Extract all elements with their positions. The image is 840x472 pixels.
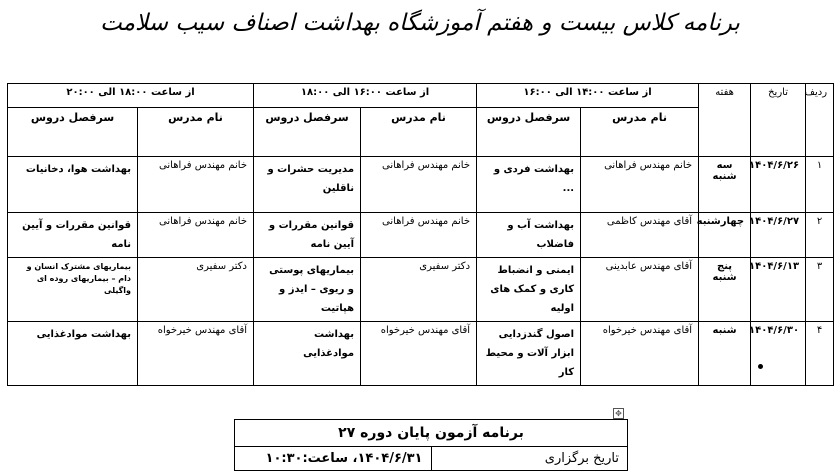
row-date: ۱۴۰۴/۶/۱۳ [751,258,806,322]
row-course: قوانین مقررات و آیین نامه [8,213,138,258]
row-course: بهداشت موادغذایی [8,322,138,386]
table-row [8,258,834,322]
row-teacher: دکتر سفیری [361,258,477,322]
row-day: پنج شنبه [699,258,751,322]
header-slot-3: از ساعت ۱۸:۰۰ الی ۲۰:۰۰ [8,84,254,108]
row-teacher: خانم مهندس فراهانی [361,213,477,258]
row-course: بهداشت فردی و ... [477,157,581,213]
row-date: ۱۴۰۴/۶/۳۰ [751,322,806,386]
header-course-2: سرفصل دروس [254,108,361,157]
row-teacher: آقای مهندس خیرخواه [581,322,699,386]
header-slot-2: از ساعت ۱۶:۰۰ الی ۱۸:۰۰ [254,84,477,108]
header-teacher-3: نام مدرس [138,108,254,157]
schedule-table [7,83,834,386]
row-course: ایمنی و انضباط کاری و کمک های اولیه [477,258,581,322]
row-course: مدیریت حشرات و ناقلین [254,157,361,213]
header-row-top [8,84,834,108]
exam-date-label: تاریخ برگزاری [431,447,628,471]
row-number: ۲ [806,213,834,258]
bullet-dot [758,364,763,369]
row-course: بیماریهای مشترک انسان و دام – بیماریهای روده ای واگیلی [8,258,138,322]
table-move-handle-icon[interactable]: ✥ [613,408,624,419]
table-row [8,322,834,386]
row-day: چهارشنبه [699,213,751,258]
row-day: سه شنبه [699,157,751,213]
row-teacher: آقای مهندس عابدینی [581,258,699,322]
exam-date-value: ۱۴۰۴/۶/۳۱، ساعت:۱۰:۳۰ [235,447,432,471]
row-teacher: آقای مهندس کاظمی [581,213,699,258]
row-date: ۱۴۰۴/۶/۲۷ [751,213,806,258]
row-course: اصول گندزدایی ابزار آلات و محیط کار [477,322,581,386]
row-teacher: خانم مهندس فراهانی [581,157,699,213]
row-teacher: خانم مهندس فراهانی [138,157,254,213]
table-row [8,213,834,258]
row-date: ۱۴۰۴/۶/۲۶ [751,157,806,213]
row-number: ۱ [806,157,834,213]
exam-table [234,419,628,471]
row-number: ۳ [806,258,834,322]
row-teacher: خانم مهندس فراهانی [361,157,477,213]
header-week: هفته [699,84,751,157]
header-teacher-1: نام مدرس [581,108,699,157]
header-row-number: ردیف [806,84,834,157]
row-course: بهداشت موادغذایی [254,322,361,386]
row-teacher: آقای مهندس خیرخواه [361,322,477,386]
row-teacher: دکتر سفیری [138,258,254,322]
header-date: تاریخ [751,84,806,157]
row-course: بیماریهای پوستی و ریوی – ایدز و هپاتیت [254,258,361,322]
row-course: قوانین مقررات و آیین نامه [254,213,361,258]
row-course: بهداشت آب و فاضلاب [477,213,581,258]
header-course-1: سرفصل دروس [477,108,581,157]
row-teacher: خانم مهندس فراهانی [138,213,254,258]
row-teacher: آقای مهندس خیرخواه [138,322,254,386]
header-slot-1: از ساعت ۱۴:۰۰ الی ۱۶:۰۰ [477,84,699,108]
row-day: شنبه [699,322,751,386]
exam-title: برنامه آزمون پایان دوره ۲۷ [235,420,628,447]
row-number: ۴ [806,322,834,386]
table-row [8,157,834,213]
header-course-3: سرفصل دروس [8,108,138,157]
row-course: بهداشت هوا، دخانیات [8,157,138,213]
page-title: برنامه کلاس بیست و هفتم آموزشگاه بهداشت اصناف سیب سلامت [100,10,740,36]
header-teacher-2: نام مدرس [361,108,477,157]
